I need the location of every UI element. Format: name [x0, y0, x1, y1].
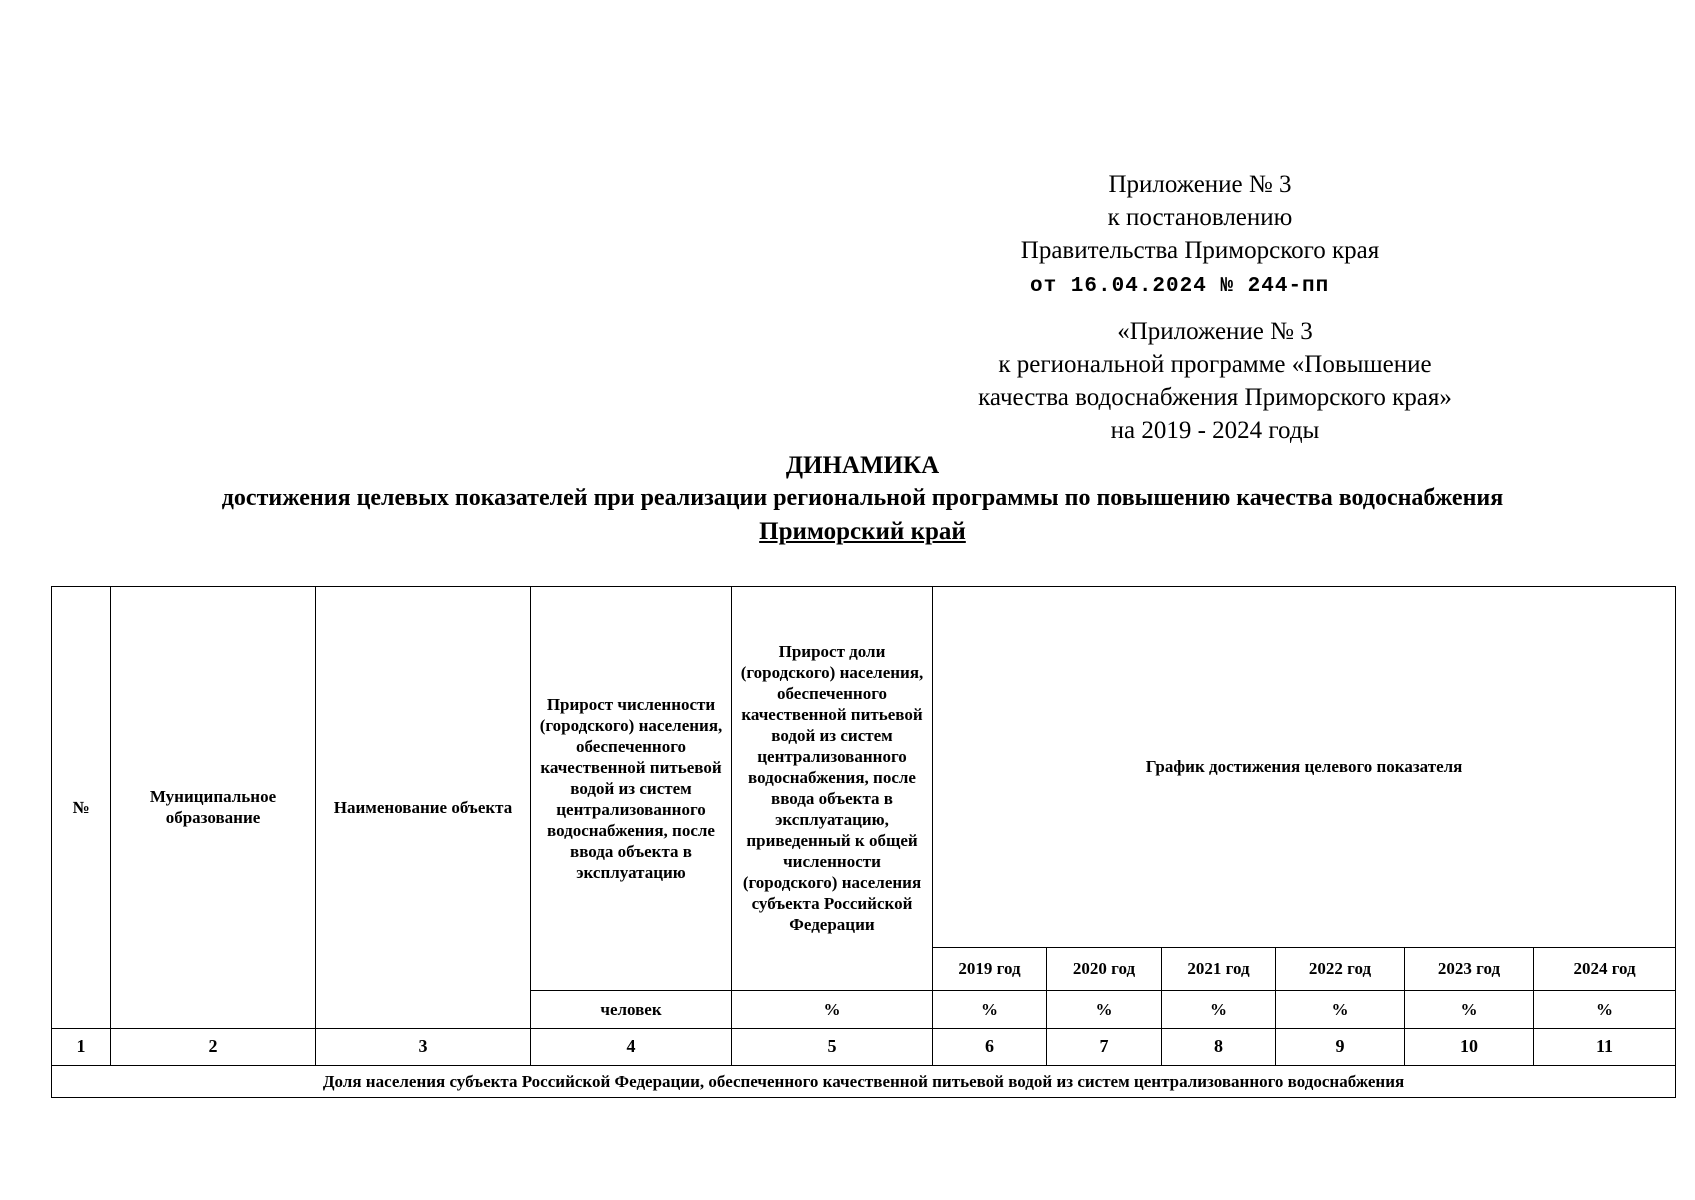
header-increase-count: Прирост численности (городского) населения, обеспеченного качественной питьевой водой из систем централизованного водоснабжения, после ввода объекта в эксплуатацию: [531, 587, 732, 991]
program-appendix-line: на 2019 - 2024 годы: [1110, 417, 1320, 444]
unit-cell: %: [933, 990, 1047, 1028]
column-number: 11: [1534, 1028, 1676, 1065]
column-number: 4: [531, 1028, 732, 1065]
unit-cell: %: [1276, 990, 1405, 1028]
header-year: 2024 год: [1534, 947, 1676, 990]
column-number: 2: [111, 1028, 316, 1065]
unit-cell: %: [1162, 990, 1276, 1028]
header-num: №: [52, 587, 111, 1029]
column-number: 10: [1405, 1028, 1534, 1065]
unit-cell: %: [1534, 990, 1676, 1028]
appendix-block: [900, 168, 1500, 267]
program-appendix-line: качества водоснабжения Приморского края»: [978, 384, 1452, 411]
header-year: 2020 год: [1047, 947, 1162, 990]
header-schedule: График достижения целевого показателя: [933, 587, 1676, 948]
header-municipality: Муниципальное образование: [111, 587, 316, 1029]
header-year: 2023 год: [1405, 947, 1534, 990]
column-number: 6: [933, 1028, 1047, 1065]
decree-stamp: от 16.04.2024 № 244-пп: [1030, 275, 1330, 298]
indicators-table: [51, 586, 1676, 1098]
document-subtitle: достижения целевых показателей при реализации региональной программы по повышению качества водоснабжения: [221, 485, 1504, 511]
column-number: 5: [732, 1028, 933, 1065]
column-number: 9: [1276, 1028, 1405, 1065]
unit-cell: %: [1047, 990, 1162, 1028]
header-year: 2021 год: [1162, 947, 1276, 990]
header-year: 2019 год: [933, 947, 1047, 990]
header-increase-share: Прирост доли (городского) населения, обеспеченного качественной питьевой водой из систем централизованного водоснабжения, после ввода объекта в эксплуатацию, приведенный к общей численности (городского) населения субъекта Российской Федерации: [732, 587, 933, 991]
program-appendix-block: [900, 315, 1530, 447]
section-row: Доля населения субъекта Российской Федерации, обеспеченного качественной питьевой водой из систем централизованного водоснабжения: [52, 1065, 1676, 1097]
header-object: Наименование объекта: [316, 587, 531, 1029]
column-number: 1: [52, 1028, 111, 1065]
document-title: ДИНАМИКА: [785, 452, 940, 479]
header-year: 2022 год: [1276, 947, 1405, 990]
column-number: 7: [1047, 1028, 1162, 1065]
unit-cell: человек: [531, 990, 732, 1028]
program-appendix-line: «Приложение № 3: [1117, 318, 1313, 345]
column-number: 3: [316, 1028, 531, 1065]
unit-cell: %: [732, 990, 933, 1028]
column-number: 8: [1162, 1028, 1276, 1065]
appendix-line: к постановлению: [1107, 204, 1293, 231]
appendix-line: Правительства Приморского края: [1020, 237, 1380, 264]
region-name: Приморский край: [759, 518, 966, 545]
appendix-line: Приложение № 3: [1108, 171, 1292, 198]
program-appendix-line: к региональной программе «Повышение: [998, 351, 1432, 378]
unit-cell: %: [1405, 990, 1534, 1028]
